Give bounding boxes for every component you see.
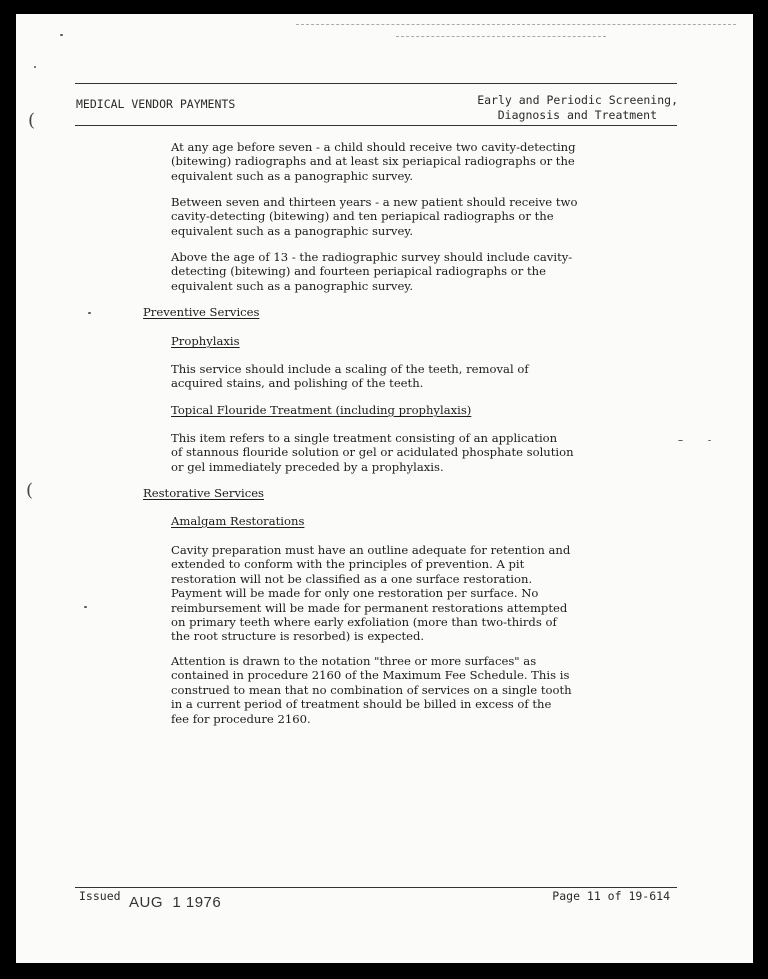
footer-rule <box>75 887 677 888</box>
speck <box>678 440 683 441</box>
speck <box>84 606 87 608</box>
footer-issued-date-stamp: AUG 1 1976 <box>129 894 222 911</box>
scan-artifact-line <box>296 24 736 25</box>
header-top-rule <box>75 83 677 84</box>
margin-paren-mark: ( <box>28 110 36 131</box>
scan-artifact-line <box>396 36 606 37</box>
speck <box>708 440 711 441</box>
speck <box>34 66 36 68</box>
prophylaxis-text: This service should include a scaling of the teeth, removal of acquired stains, and polishing of the teeth. <box>171 362 529 391</box>
header-right-title-line2: Diagnosis and Treatment <box>497 108 657 122</box>
subheading-prophylaxis: Prophylaxis <box>171 334 240 348</box>
section-heading-restorative: Restorative Services <box>143 486 265 500</box>
attention-text: Attention is drawn to the notation "three or more surfaces" as contained in procedure 2160 of the Maximum Fee Schedule. This is construed to mean that no combination of services on a single tooth in a current period of treatment should be billed in excess of the fee for procedure 2160. <box>171 654 572 726</box>
subheading-amalgam: Amalgam Restorations <box>171 514 305 528</box>
header-right-title-line1: Early and Periodic Screening, <box>477 93 678 107</box>
header-left-title: MEDICAL VENDOR PAYMENTS <box>76 97 236 111</box>
document-page <box>16 14 753 963</box>
section-heading-preventive: Preventive Services <box>143 305 260 319</box>
header-bottom-rule <box>75 125 677 126</box>
speck <box>88 312 91 314</box>
speck <box>60 34 63 36</box>
radiograph-paragraph-seven-to-thirteen: Between seven and thirteen years - a new patient should receive two cavity-detecting (bitewing) and ten periapical radiographs or the equivalent such as a panographic survey. <box>171 195 578 238</box>
footer-page-number: Page 11 of 19-614 <box>552 889 670 903</box>
radiograph-paragraph-under-seven: At any age before seven - a child should receive two cavity-detecting (bitewing) radiographs and at least six periapical radiographs or the equivalent such as a panographic survey. <box>171 140 576 183</box>
radiograph-paragraph-over-thirteen: Above the age of 13 - the radiographic survey should include cavity- detecting (bitewing) and fourteen periapical radiographs or the equivalent such as a panographic survey. <box>171 250 573 293</box>
fluoride-text: This item refers to a single treatment consisting of an application of stannous flouride solution or gel or acidulated phosphate solution or gel immediately preceded by a prophylaxis. <box>171 431 574 474</box>
amalgam-text: Cavity preparation must have an outline adequate for retention and extended to conform with the principles of prevention. A pit restoration will not be classified as a one surface restoration. Payment will be made for only one restoration per surface. No reimbursement will be made for permanent restorations attempted on primary teeth where early exfoliation (more than two-thirds of the root structure is resorbed) is expected. <box>171 543 571 644</box>
margin-paren-mark: ( <box>26 480 34 501</box>
subheading-fluoride: Topical Flouride Treatment (including prophylaxis) <box>171 403 472 417</box>
footer-issued-label: Issued <box>79 889 121 903</box>
